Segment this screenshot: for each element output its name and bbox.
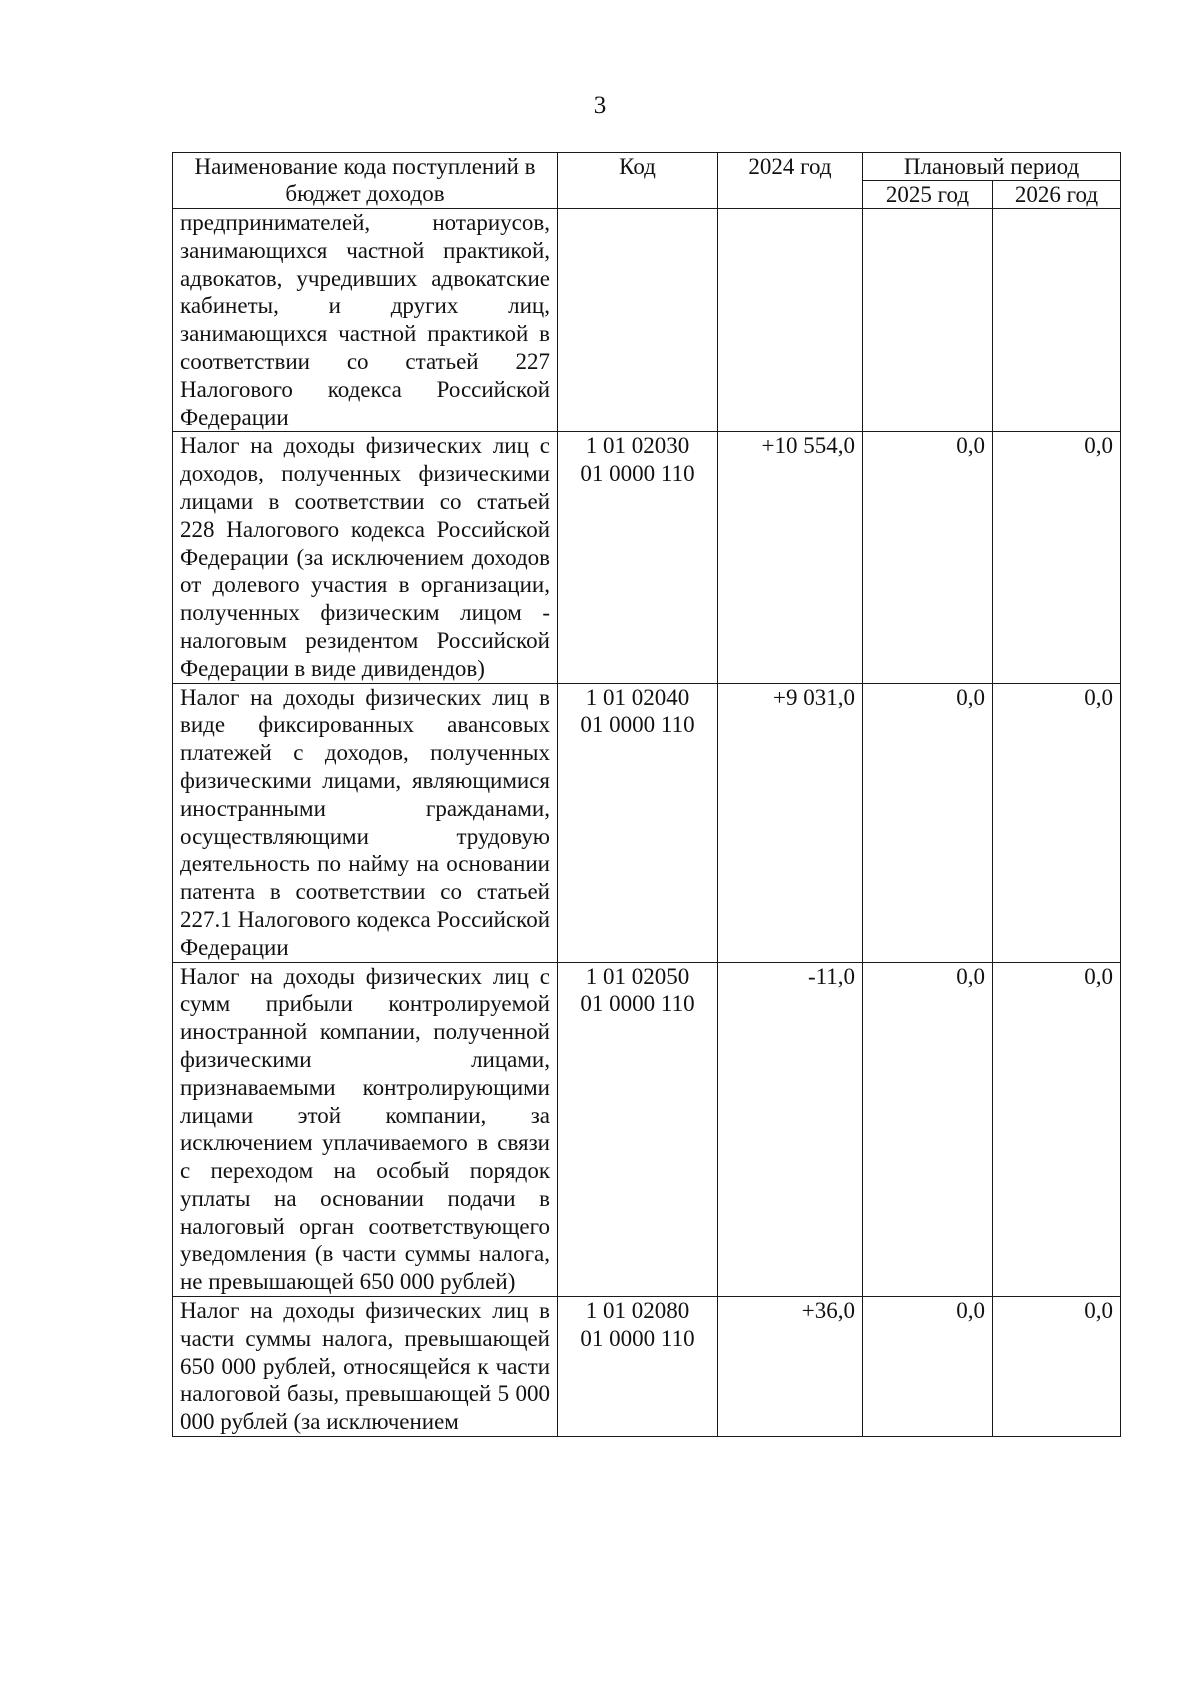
row-code-line2: 01 0000 110 <box>580 712 695 738</box>
header-year-2025: 2025 год <box>863 181 993 209</box>
table-row <box>173 432 1121 683</box>
table-row <box>173 962 1121 1297</box>
row-value-2024: +9 031,0 <box>718 683 863 962</box>
budget-revenue-table <box>172 152 1121 1437</box>
row-code <box>558 209 718 432</box>
row-name: Налог на доходы физических лиц с сумм прибыли контролируемой иностранной компании, полученной физическими лицами, признаваемыми контролирующими лицами этой компании, за исключением уплачиваемого в связи с переходом на особый порядок уплаты на основании подачи в налоговый орган соответствующего уведомления (в части суммы налога, не превышающей 650 000 рублей) <box>173 962 558 1297</box>
row-name: предпринимателей, нотариусов, занимающихся частной практикой, адвокатов, учредивших адвокатские кабинеты, и других лиц, занимающихся частной практикой в соответствии со статьей 227 Налогового кодекса Российской Федерации <box>173 209 558 432</box>
row-value-2024: -11,0 <box>718 962 863 1297</box>
row-value-2026: 0,0 <box>993 1297 1121 1437</box>
header-year-2024: 2024 год <box>718 153 863 209</box>
row-code <box>558 432 718 683</box>
row-name: Налог на доходы физических лиц в виде фиксированных авансовых платежей с доходов, полученных физическими лицами, являющимися иностранными гражданами, осуществляющими трудовую деятельность по найму на основании патента в соответствии со статьей 227.1 Налогового кодекса Российской Федерации <box>173 683 558 962</box>
table-row <box>173 1297 1121 1437</box>
row-code-line1: 1 01 02050 <box>585 963 690 989</box>
page-number: 3 <box>593 92 607 119</box>
row-code-line1: 1 01 02080 <box>585 1298 690 1324</box>
row-code <box>558 683 718 962</box>
row-name: Налог на доходы физических лиц в части суммы налога, превышающей 650 000 рублей, относящейся к части налоговой базы, превышающей 5 000 000 рублей (за исключением <box>173 1297 558 1437</box>
row-value-2025: 0,0 <box>863 962 993 1297</box>
header-year-2026: 2026 год <box>993 181 1121 209</box>
row-value-2024 <box>718 209 863 432</box>
row-value-2025: 0,0 <box>863 683 993 962</box>
row-code-line2: 01 0000 110 <box>580 461 695 487</box>
header-planned-period: Плановый период <box>863 153 1121 181</box>
row-code-line1: 1 01 02040 <box>585 684 690 710</box>
row-code-line2: 01 0000 110 <box>580 1325 695 1351</box>
row-code <box>558 1297 718 1437</box>
row-value-2025: 0,0 <box>863 1297 993 1437</box>
row-name: Налог на доходы физических лиц с доходов, полученных физическими лицами в соответствии со статьей 228 Налогового кодекса Российской Федерации (за исключением доходов от долевого участия в организации, полученных физическим лицом - налоговым резидентом Российской Федерации в виде дивидендов) <box>173 432 558 683</box>
table-row <box>173 683 1121 962</box>
header-name: Наименование кода поступлений в бюджет доходов <box>173 153 558 209</box>
row-code-line1: 1 01 02030 <box>585 433 690 459</box>
row-code-line2: 01 0000 110 <box>580 991 695 1017</box>
row-value-2026: 0,0 <box>993 962 1121 1297</box>
row-value-2025 <box>863 209 993 432</box>
header-code: Код <box>558 153 718 209</box>
row-value-2024: +10 554,0 <box>718 432 863 683</box>
row-value-2026 <box>993 209 1121 432</box>
table-row <box>173 209 1121 432</box>
row-value-2025: 0,0 <box>863 432 993 683</box>
row-value-2024: +36,0 <box>718 1297 863 1437</box>
row-value-2026: 0,0 <box>993 432 1121 683</box>
row-code <box>558 962 718 1297</box>
row-value-2026: 0,0 <box>993 683 1121 962</box>
